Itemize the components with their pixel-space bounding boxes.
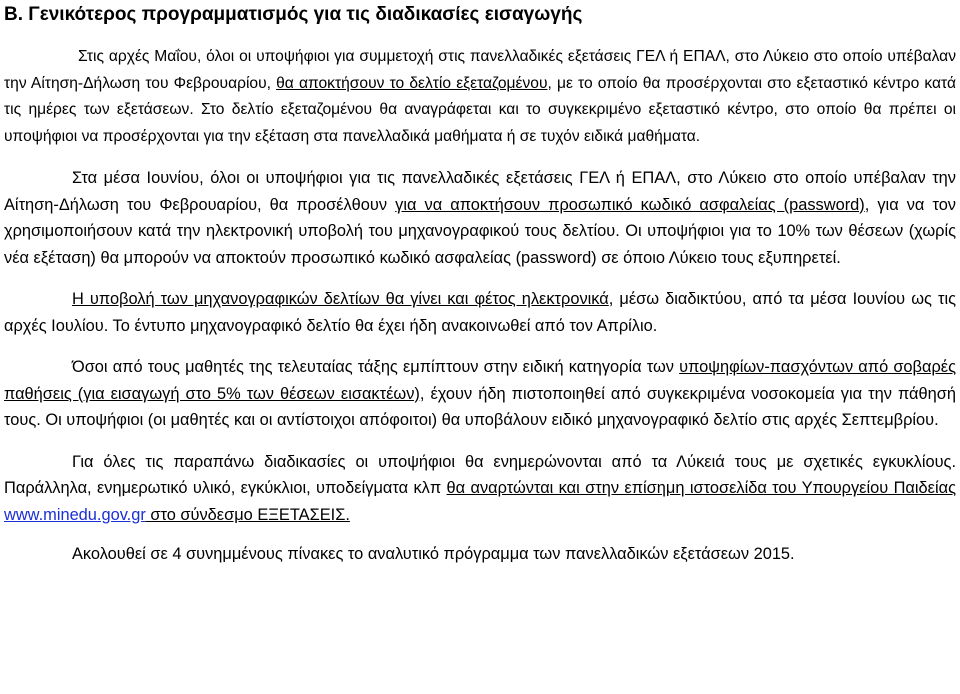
paragraph-information	[4, 449, 956, 529]
underlined-text: θα αναρτώνται και στην επίσημη ιστοσελίδα του Υπουργείου Παιδείας	[446, 479, 956, 497]
paragraph-special-category	[4, 354, 956, 434]
paragraph-password	[4, 165, 956, 271]
underlined-text: υποψηφίων-πασχόντων από σοβαρές παθήσεις (για εισαγωγή στο 5% των θέσεων εισακτέων)	[4, 358, 956, 403]
underlined-text: στο σύνδεσμο ΕΞΕΤΑΣΕΙΣ.	[145, 505, 350, 524]
paragraph-text: , έχουν ήδη πιστοποιηθεί από συγκεκριμένα νοσοκομεία για την πάθησή τους. Οι υποψήφιοι (οι μαθητές και οι αντίστοιχοι απόφοιτοι) θα υποβάλουν ειδικό μηχανογραφικό δελτίο στις αρχές Σεπτεμβρίου.	[4, 384, 956, 429]
paragraph-text: , με το οποίο θα προσέρχονται στο εξεταστικό κέντρο κατά τις ημέρες των εξετάσεων. Στο δελτίο εξεταζομένου θα αναγράφεται και το συγκεκριμένο εξεταστικό κέντρο, στο οποίο θα πρέπει οι υποψήφιοι να προσέρχονται για την εξέταση στα πανελλαδικά μαθήματα ή σε τυχόν ειδικά μαθήματα.	[4, 74, 956, 145]
paragraph-text: Όσοι από τους μαθητές της τελευταίας τάξης εμπίπτουν στην ειδική κατηγορία των	[72, 358, 680, 376]
paragraph-exam-card	[4, 44, 956, 150]
paragraph-attached-tables	[4, 541, 956, 568]
underlined-text: θα αποκτήσουν το δελτίο εξεταζομένου	[276, 74, 548, 92]
paragraph-text: Στα μέσα Ιουνίου, όλοι οι υποψήφιοι για τις πανελλαδικές εξετάσεις ΓΕΛ ή ΕΠΑΛ, στο Λύκειο στο οποίο υπέβαλαν την Αίτηση-Δήλωση του Φεβρουαρίου, θα προσέλθουν	[4, 169, 956, 214]
section-title: B. Γενικότερος προγραμματισμός για τις διαδικασίες εισαγωγής	[4, 4, 583, 25]
paragraph-text: Για όλες τις παραπάνω διαδικασίες οι υποψήφιοι θα ενημερώνονται από τα Λύκειά τους με σχετικές εγκυκλίους. Παράλληλα, ενημερωτικό υλικό, εγκύκλιοι, υποδείγματα κλπ	[4, 452, 956, 497]
underlined-text: Η υποβολή των μηχανογραφικών δελτίων θα γίνει και φέτος ηλεκτρονικά	[72, 290, 609, 308]
paragraph-text: , για να τον χρησιμοποιήσουν κατά την ηλεκτρονική υποβολή του μηχανογραφικού τους δελτίου. Οι υποψήφιοι για το 10% των θέσεων (χωρίς νέα εξέταση) θα μπορούν να αποκτούν προσωπικό κωδικό ασφαλείας (password) σε όποιο Λύκειο τους εξυπηρετεί.	[4, 195, 957, 267]
underlined-text: για να αποκτήσουν προσωπικό κωδικό ασφαλείας (password)	[395, 195, 865, 214]
paragraph-text: , μέσω διαδικτύου, από τα μέσα Ιουνίου ως τις αρχές Ιουλίου. Το έντυπο μηχανογραφικό δελτίο θα έχει ήδη ανακοινωθεί από τον Απρίλιο.	[4, 290, 956, 335]
paragraph-online-submission	[4, 286, 956, 339]
paragraph-text: Στις αρχές Μαΐου, όλοι οι υποψήφιοι για συμμετοχή στις πανελλαδικές εξετάσεις ΓΕΛ ή ΕΠΑΛ, στο Λύκειο στο οποίο υπέβαλαν την Αίτηση-Δήλωση του Φεβρουαρίου,	[4, 48, 956, 92]
paragraph-text: Ακολουθεί σε 4 συνημμένους πίνακες το αναλυτικό πρόγραμμα των πανελλαδικών εξετάσεων 2015.	[72, 545, 795, 563]
ministry-website-link[interactable]: www.minedu.gov.gr	[4, 505, 146, 524]
